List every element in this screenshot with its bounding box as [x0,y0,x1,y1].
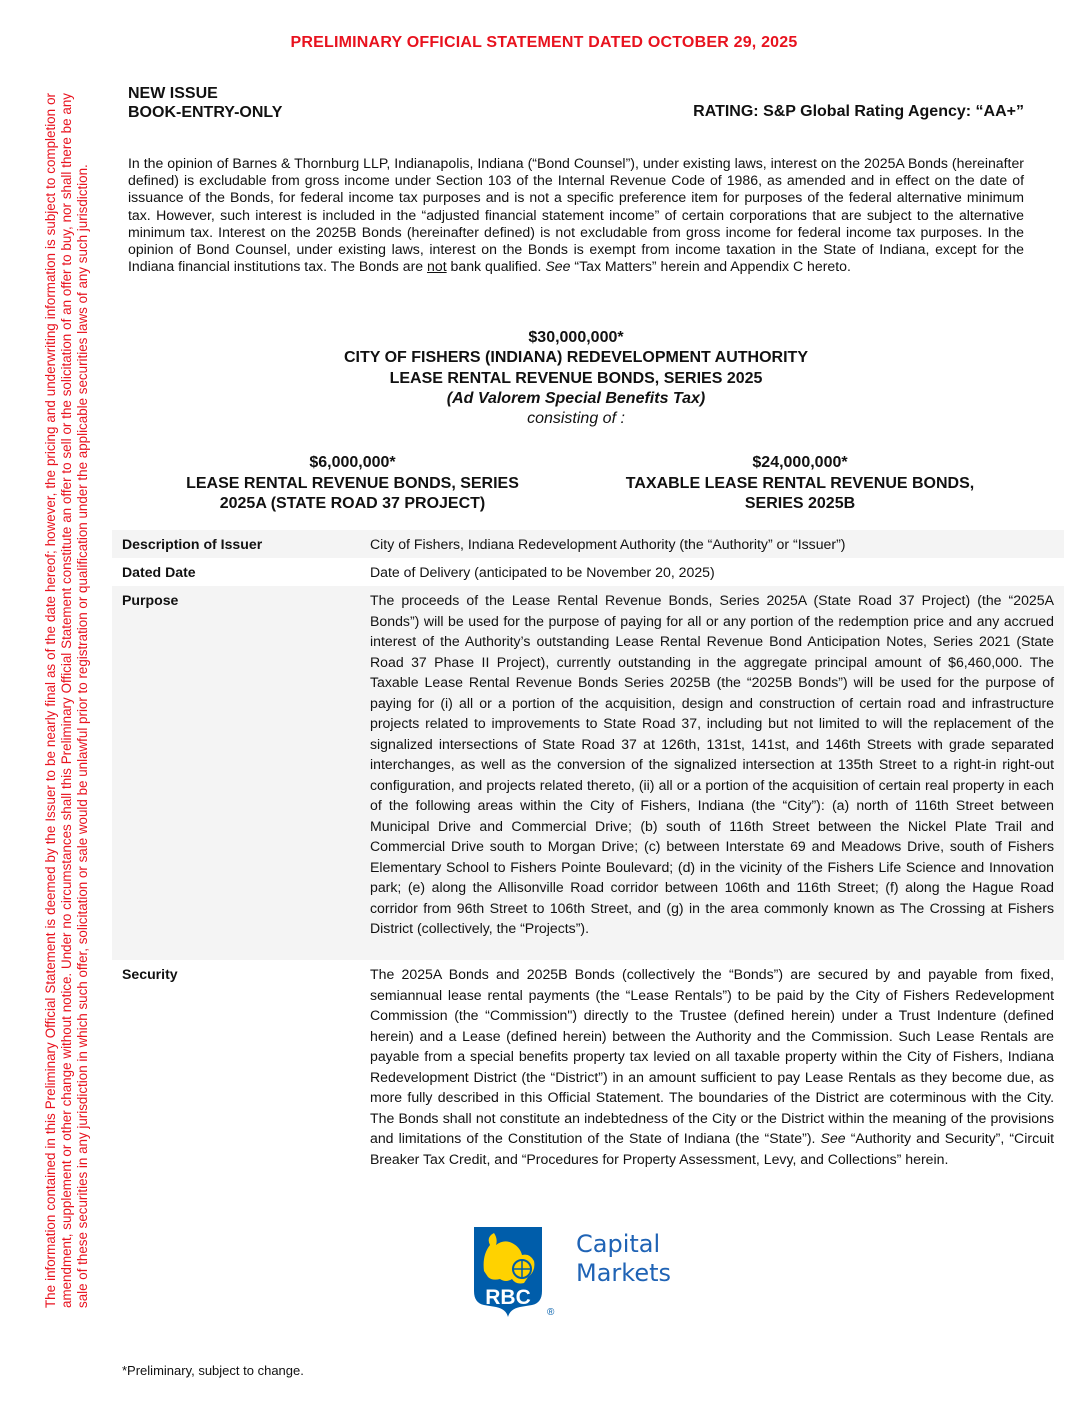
dated-row [112,558,1064,586]
purpose-label: Purpose [122,592,179,608]
security-text: The 2025A Bonds and 2025B Bonds (collectively the “Bonds”) are secured by and payable from fixed, semiannual lease rental payments (the “Lease Rentals”) to be paid by the City of Fishers Redevelopment Commission (the “Commission") directly to the Trustee (defined herein) under a Trust Indenture (defined herein) and a Lease (defined herein) between the Authority and the Commission. Such Lease Rentals are payable from a special benefits property tax levied on all taxable property within the City of Fishers, Indiana Redevelopment District (the “District”) in an amount sufficient to pay Lease Rentals as they become due, as more fully described in this Official Statement. The boundaries of the District are coterminous with the City. The Bonds shall not constitute an indebtedness of the City or the District within the meaning of the provisions and limitations of the Constitution of the State of Indiana (the “State”). [370,966,1054,1146]
bond-counsel-opinion [128,155,1024,275]
opinion-not: not [427,258,447,275]
rbc-logo [472,1225,682,1320]
tax-type: (Ad Valorem Special Benefits Tax) [446,389,706,407]
security-row [112,960,1064,1212]
opinion-text: In the opinion of Barnes & Thornburg LLP, Indianapolis, Indiana (“Bond Counsel”), under existing laws, interest on the 2025A Bonds (hereinafter defined) is excludable from gross income under Section 103 of the Internal Revenue Code of 1986, as amended and in effect on the date of issuance of the Bonds, for federal income tax purposes and is not a specific preference item for purposes of the federal alternative minimum tax. However, such interest is included in the “adjusted financial statement income” of certain corporations that are subject to the alternative minimum tax. Interest on the 2025B Bonds (hereinafter defined) is not excludable from gross income for federal income tax purposes. In the opinion of Bond Counsel, under existing laws, interest on the Bonds is exempt from income taxation in the State of Indiana, except for the Indiana financial institutions tax. The Bonds are [128,155,1024,275]
bond-series-title: LEASE RENTAL REVENUE BONDS, SERIES 2025 [389,369,763,387]
book-entry-label: BOOK-ENTRY-ONLY [128,104,283,121]
security-see: See [820,1130,846,1146]
purpose-value: The proceeds of the Lease Rental Revenue Bonds, Series 2025A (State Road 37 Project) (the “2025A Bonds”) will be used for the purpose of paying for all or any portion of the redemption price and any accrued interest of the Authority’s outstanding Lease Rental Revenue Bond Anticipation Notes, Series 2021 (State Road 37 Phase II Project), currently outstanding in the aggregate principal amount of $6,460,000. The Taxable Lease Rental Revenue Bonds Series 2025B (the “2025B Bonds”) will be used for the purpose of paying for (i) all or a portion of the acquisition, design and construction of certain road and infrastructure projects related to improvements to State Road 37, including but not limited to will the replacement of the signalized intersections of State Road 37 at 126th, 131st, 141st, and 146th Streets with grade separated interchanges, as well as the conversion of the signalized intersection at 135th Street to a right-in right-out configuration, and projects related thereto, (ii) all or a portion of the acquisition of certain real property in each of the following areas within the City of Fishers, Indiana (the “City”): (a) north of 116th Street between Municipal Drive and Commercial Drive; (b) south of 116th Street between the Nickel Plate Trail and Commercial Drive south to Morgan Drive; (c) between Interstate 69 and Meadows Drive, south of Fishers Elementary School to Fishers Pointe Boulevard; (d) in the vicinity of the Fishers Life Science and Innovation park; (e) along the Allisonville Road corridor between 106th and 116th Street; (f) along the Hague Road corridor from 96th Street to 106th Street, and (g) in the area commonly known as The Crossing at Fishers District (collectively, the “Projects”). [370,592,1054,936]
issue-type [128,84,282,122]
preliminary-banner: PRELIMINARY OFFICIAL STATEMENT DATED OCTOBER 29, 2025 [290,34,798,51]
purpose-row [112,586,1064,960]
total-amount: $30,000,000* [528,329,624,346]
security-label: Security [122,966,178,982]
shield-text: RBC [485,1286,531,1309]
series-b-line2: SERIES 2025B [744,495,856,512]
side-notice: The information contained in this Preliminary Official Statement is deemed by the Issuer to be nearly final as of the date hereof; however, the pricing and underwriting information is subject to completion or amendment, supplement or other change without notice. Under no circumstances shall this Preliminary Official Statement constitute an offer to sell or the solicitation of an offer to buy, nor shall there be any sale of these securities in any jurisdiction in which such offer, solicitation or sale would be unlawful prior to registration or qualification under the applicable securities laws of any such jurisdiction. [43,93,90,1308]
footnote: *Preliminary, subject to change. [122,1363,304,1378]
issuer-label: Description of Issuer [122,536,263,552]
series-b-line1: TAXABLE LEASE RENTAL REVENUE BONDS, [625,474,975,492]
series-2025a [160,453,545,515]
consisting-of: consisting of : [527,410,625,428]
new-issue-label: NEW ISSUE [128,85,218,102]
opinion-text-2: bank qualified. [450,258,542,275]
opinion-text-3: “Tax Matters” herein and Appendix C hereto. [574,258,851,275]
issuer-value: City of Fishers, Indiana Redevelopment Authority (the “Authority” or “Issuer”) [370,536,846,552]
opinion-see: See [545,258,571,275]
series-a-line2: 2025A (STATE ROAD 37 PROJECT) [219,495,486,512]
dated-label: Dated Date [122,564,196,580]
dated-value: Date of Delivery (anticipated to be November 20, 2025) [370,564,715,580]
issuer-title: CITY OF FISHERS (INDIANA) REDEVELOPMENT AUTHORITY [343,349,808,367]
markets-text: Markets [576,1259,672,1287]
bond-title [128,328,1024,429]
series-2025b [598,453,1002,515]
rating-label: RATING: S&P Global Rating Agency: “AA+” [693,103,1024,120]
registered-mark: ® [547,1307,555,1318]
capital-text: Capital [576,1230,661,1258]
security-value [370,964,1054,1169]
issuer-row [112,530,1064,558]
rbc-capital-markets-logo [472,1225,682,1320]
security-tail: “Authority and Security”, “Circuit Breaker Tax Credit, and “Procedures for Property Assessment, Levy, and Collections” herein. [370,1130,1054,1167]
series-a-amount: $6,000,000* [309,454,396,471]
series-a-line1: LEASE RENTAL REVENUE BONDS, SERIES [186,474,519,492]
series-b-amount: $24,000,000* [752,454,848,471]
